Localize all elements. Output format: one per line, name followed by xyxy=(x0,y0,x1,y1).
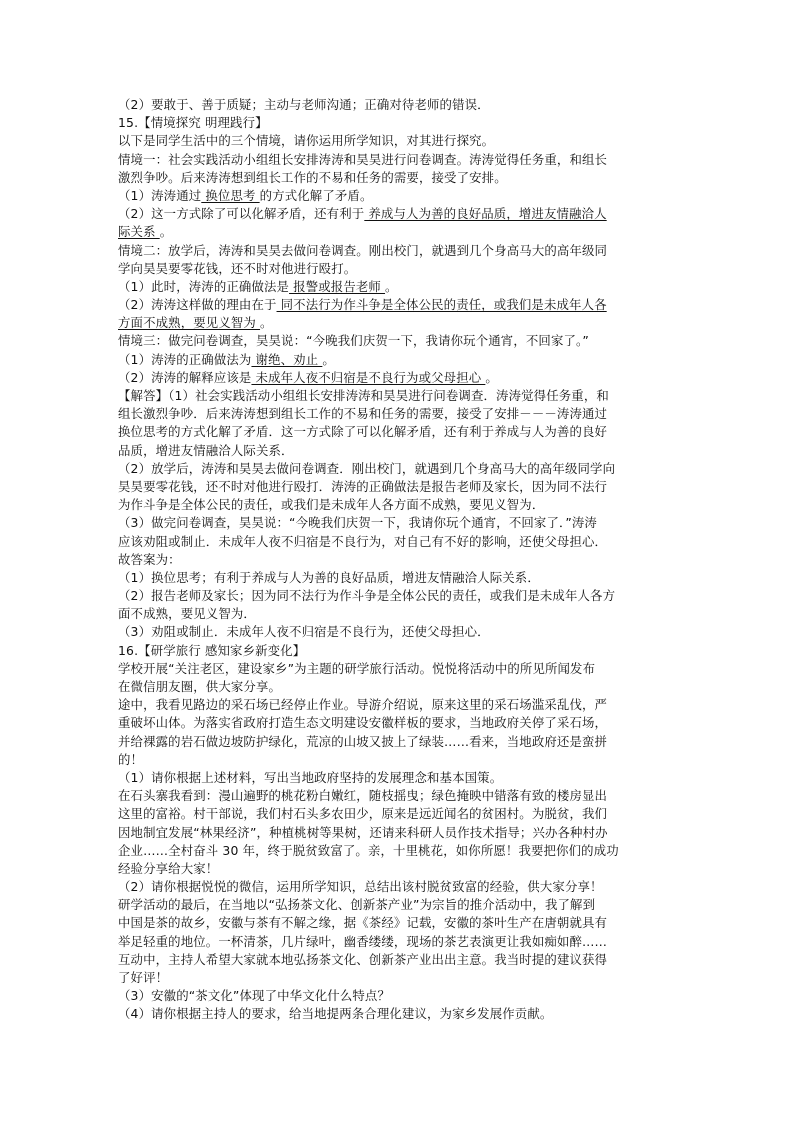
text-segment: 这里的富裕。村干部说，我们村石头多农田少，原来是远近闻名的贫困村。为脱贫，我们 xyxy=(118,806,608,822)
text-line xyxy=(118,678,678,696)
answer-underlined: 际关系 xyxy=(118,224,160,240)
text-line xyxy=(118,496,678,514)
text-segment: （2）涛涛这样做的理由在于 xyxy=(118,297,277,313)
text-segment: 情境二：放学后，涛涛和昊昊去做问卷调查。刚出校门，就遇到几个身高马大的高年级同 xyxy=(118,242,608,258)
text-segment: 学校开展“关注老区，建设家乡”为主题的研学旅行活动。悦悦将活动中的所见所闻发布 xyxy=(118,660,596,676)
text-segment: 在微信朋友圈，供大家分享。 xyxy=(118,679,282,694)
text-segment: 昊昊要零花钱，还不时对他进行殴打．涛涛的正确做法是报告老师及家长，因为同不法行 xyxy=(118,478,608,494)
text-segment: 【解答】（1）社会实践活动小组组长安排涛涛和昊昊进行问卷调查．涛涛觉得任务重，和 xyxy=(118,388,609,403)
text-line xyxy=(118,824,678,842)
text-line xyxy=(118,405,678,423)
text-segment: （2）要敢于、善于质疑；主动与老师沟通；正确对待老师的错误． xyxy=(118,97,490,112)
text-line xyxy=(118,569,678,587)
text-segment: 。 xyxy=(485,369,498,385)
text-line xyxy=(118,969,678,987)
text-line xyxy=(118,296,678,314)
text-line xyxy=(118,714,678,732)
text-line xyxy=(118,369,678,387)
document-page xyxy=(118,96,678,1024)
text-line xyxy=(118,260,678,278)
answer-underlined: 养成与人为善的良好品质，增进友情融洽人 xyxy=(364,206,607,222)
answer-underlined: 方面不成熟，要见义智为 xyxy=(118,315,261,331)
text-segment: 。 xyxy=(159,224,173,240)
text-line xyxy=(118,787,678,805)
text-line xyxy=(118,933,678,951)
text-line xyxy=(118,205,678,223)
text-line xyxy=(118,733,678,751)
text-segment: 应该劝阻或制止．未成年人夜不归宿是不良行为，对自己有不好的影响，还使父母担心． xyxy=(118,533,608,549)
answer-underlined: 谢绝、劝止 xyxy=(251,351,323,367)
text-segment: 的！ xyxy=(118,751,144,767)
text-line xyxy=(118,387,678,405)
text-line xyxy=(118,696,678,714)
text-line xyxy=(118,132,678,150)
text-segment: （2）涛涛的解释应该是 xyxy=(118,369,252,385)
text-segment: 举足轻重的地位。一杯清茶，几片绿叶，幽香缕缕，现场的茶艺表演更让我如痴如醉…… xyxy=(118,933,608,949)
text-segment: 情境一：社会实践活动小组组长安排涛涛和昊昊进行问卷调查。涛涛觉得任务重，和组长 xyxy=(118,151,608,167)
text-line xyxy=(118,878,678,896)
text-segment: （2）报告老师及家长；因为同不法行为作斗争是全体公民的责任，或我们是未成年人各方 xyxy=(118,588,616,604)
text-segment: 故答案为： xyxy=(118,551,181,567)
text-line xyxy=(118,896,678,914)
text-line xyxy=(118,96,678,114)
text-line xyxy=(118,314,678,332)
text-segment: 经验分享给大家！ xyxy=(118,860,219,876)
text-line xyxy=(118,660,678,678)
text-segment: （2）这一方式除了可以化解矛盾，还有利于 xyxy=(118,206,365,222)
text-line xyxy=(118,805,678,823)
text-line xyxy=(118,533,678,551)
text-segment: 品质，增进友情融洽人际关系． xyxy=(118,442,294,458)
text-segment: 研学活动的最后，在当地以“弘扬茶文化、创新茶产业”为宗旨的推介活动中，我了解到 xyxy=(118,897,596,913)
text-segment: 15.【情境探究 明理践行】 xyxy=(118,115,268,131)
text-line xyxy=(118,114,678,132)
text-segment: 16.【研学旅行 感知家乡新变化】 xyxy=(118,642,306,658)
text-segment: （2）放学后，涛涛和昊昊去做问卷调查．刚出校门，就遇到几个身高马大的高年级同学向 xyxy=(118,460,616,476)
text-line xyxy=(118,914,678,932)
text-line xyxy=(118,442,678,460)
text-segment: （1）涛涛通过 xyxy=(118,187,202,203)
text-line xyxy=(118,514,678,532)
text-segment: 企业……全村奋斗 30 年，终于脱贫致富了。亲，十里桃花，如你所愿！我要把你们的成功 xyxy=(118,842,619,858)
text-segment: 以下是同学生活中的三个情境，请你运用所学知识，对其进行探究。 xyxy=(118,133,495,149)
text-line xyxy=(118,623,678,641)
text-segment: 为作斗争是全体公民的责任，或我们是未成年人各方面不成熟，要见义智为． xyxy=(118,497,545,513)
text-segment: 互动中，主持人希望大家就本地弘扬茶文化、创新茶产业出出主意。我当时提的建议获得 xyxy=(118,951,608,967)
text-segment: （3）劝阻或制止．未成年人夜不归宿是不良行为，还使父母担心． xyxy=(118,624,490,640)
text-line xyxy=(118,278,678,296)
text-line xyxy=(118,151,678,169)
text-segment: 的方式化解了矛盾。 xyxy=(259,187,373,203)
text-segment: 因地制宜发展“林果经济”，种植桃树等果树，还请来科研人员作技术指导；兴办各种村办 xyxy=(118,824,608,840)
text-segment: （3）做完问卷调查，昊昊说：“今晚我们庆贺一下，我请你玩个通宵，不回家了．”涛涛 xyxy=(118,515,597,531)
text-segment: （4）请你根据主持人的要求，给当地提两条合理化建议，为家乡发展作贡献。 xyxy=(118,1006,553,1022)
text-segment: 了好评！ xyxy=(118,970,169,985)
text-line xyxy=(118,351,678,369)
text-line xyxy=(118,605,678,623)
text-line xyxy=(118,642,678,660)
text-segment: （3）安徽的“茶文化”体现了中华文化什么特点？ xyxy=(118,988,390,1004)
text-line xyxy=(118,460,678,478)
text-line xyxy=(118,951,678,969)
text-line xyxy=(118,223,678,241)
answer-underlined: 报警或报告老师 xyxy=(289,278,386,294)
text-segment: 中国是茶的故乡，安徽与茶有不解之缘，据《茶经》记载，安徽的茶叶生产在唐朝就具有 xyxy=(118,915,608,931)
text-segment: 途中，我看见路边的采石场已经停止作业。导游介绍说，原来这里的采石场滥采乱伐，严 xyxy=(118,697,608,713)
text-segment: （2）请你根据悦悦的微信，运用所学知识，总结出该村脱贫致富的经验，供大家分享！ xyxy=(118,879,603,895)
text-segment: 激烈争吵。后来涛涛想到组长工作的不易和任务的需要，接受了安排。 xyxy=(118,169,507,185)
text-line xyxy=(118,332,678,350)
text-segment: （1）换位思考；有利于养成与人为善的良好品质，增进友情融洽人际关系． xyxy=(118,569,540,585)
text-line xyxy=(118,860,678,878)
text-line xyxy=(118,587,678,605)
answer-underlined: 未成年人夜不归宿是不良行为或父母担心 xyxy=(251,369,486,385)
text-segment: 。 xyxy=(260,315,273,331)
text-line xyxy=(118,551,678,569)
text-segment: （1）涛涛的正确做法为 xyxy=(118,351,252,367)
text-line xyxy=(118,242,678,260)
text-line xyxy=(118,842,678,860)
answer-underlined: 换位思考 xyxy=(201,187,260,203)
text-line xyxy=(118,751,678,769)
text-segment: 面不成熟，要见义智为． xyxy=(118,606,256,622)
text-line xyxy=(118,423,678,441)
text-segment: 组长激烈争吵．后来涛涛想到组长工作的不易和任务的需要，接受了安排－－－涛涛通过 xyxy=(118,406,608,422)
text-segment: 学向昊昊要零花钱，还不时对他进行殴打。 xyxy=(118,260,357,276)
text-line xyxy=(118,187,678,205)
text-line xyxy=(118,478,678,496)
text-line xyxy=(118,1005,678,1023)
answer-underlined: 同不法行为作斗争是全体公民的责任，或我们是未成年人各 xyxy=(276,297,607,313)
text-segment: 换位思考的方式化解了矛盾．这一方式除了可以化解矛盾，还有利于养成与人为善的良好 xyxy=(118,424,608,440)
text-line xyxy=(118,169,678,187)
text-line xyxy=(118,987,678,1005)
text-segment: 情境三：做完问卷调查，昊昊说：“今晚我们庆贺一下，我请你玩个通宵，不回家了。” xyxy=(118,333,589,349)
text-segment: 重破坏山体。为落实省政府打造生态文明建设安徽样板的要求，当地政府关停了采石场， xyxy=(118,715,608,731)
text-line xyxy=(118,769,678,787)
text-segment: 并给裸露的岩石做边坡防护绿化，荒凉的山坡又披上了绿装……看来，当地政府还是蛮拼 xyxy=(118,733,608,749)
text-segment: （1）请你根据上述材料，写出当地政府坚持的发展理念和基本国策。 xyxy=(118,769,503,785)
text-segment: 在石头寨我看到：漫山遍野的桃花粉白嫩红，随枝摇曳；绿色掩映中错落有致的楼房显出 xyxy=(118,788,608,804)
text-segment: 。 xyxy=(322,351,335,367)
text-segment: （1）此时，涛涛的正确做法是 xyxy=(118,278,290,294)
text-segment: 。 xyxy=(385,278,398,294)
